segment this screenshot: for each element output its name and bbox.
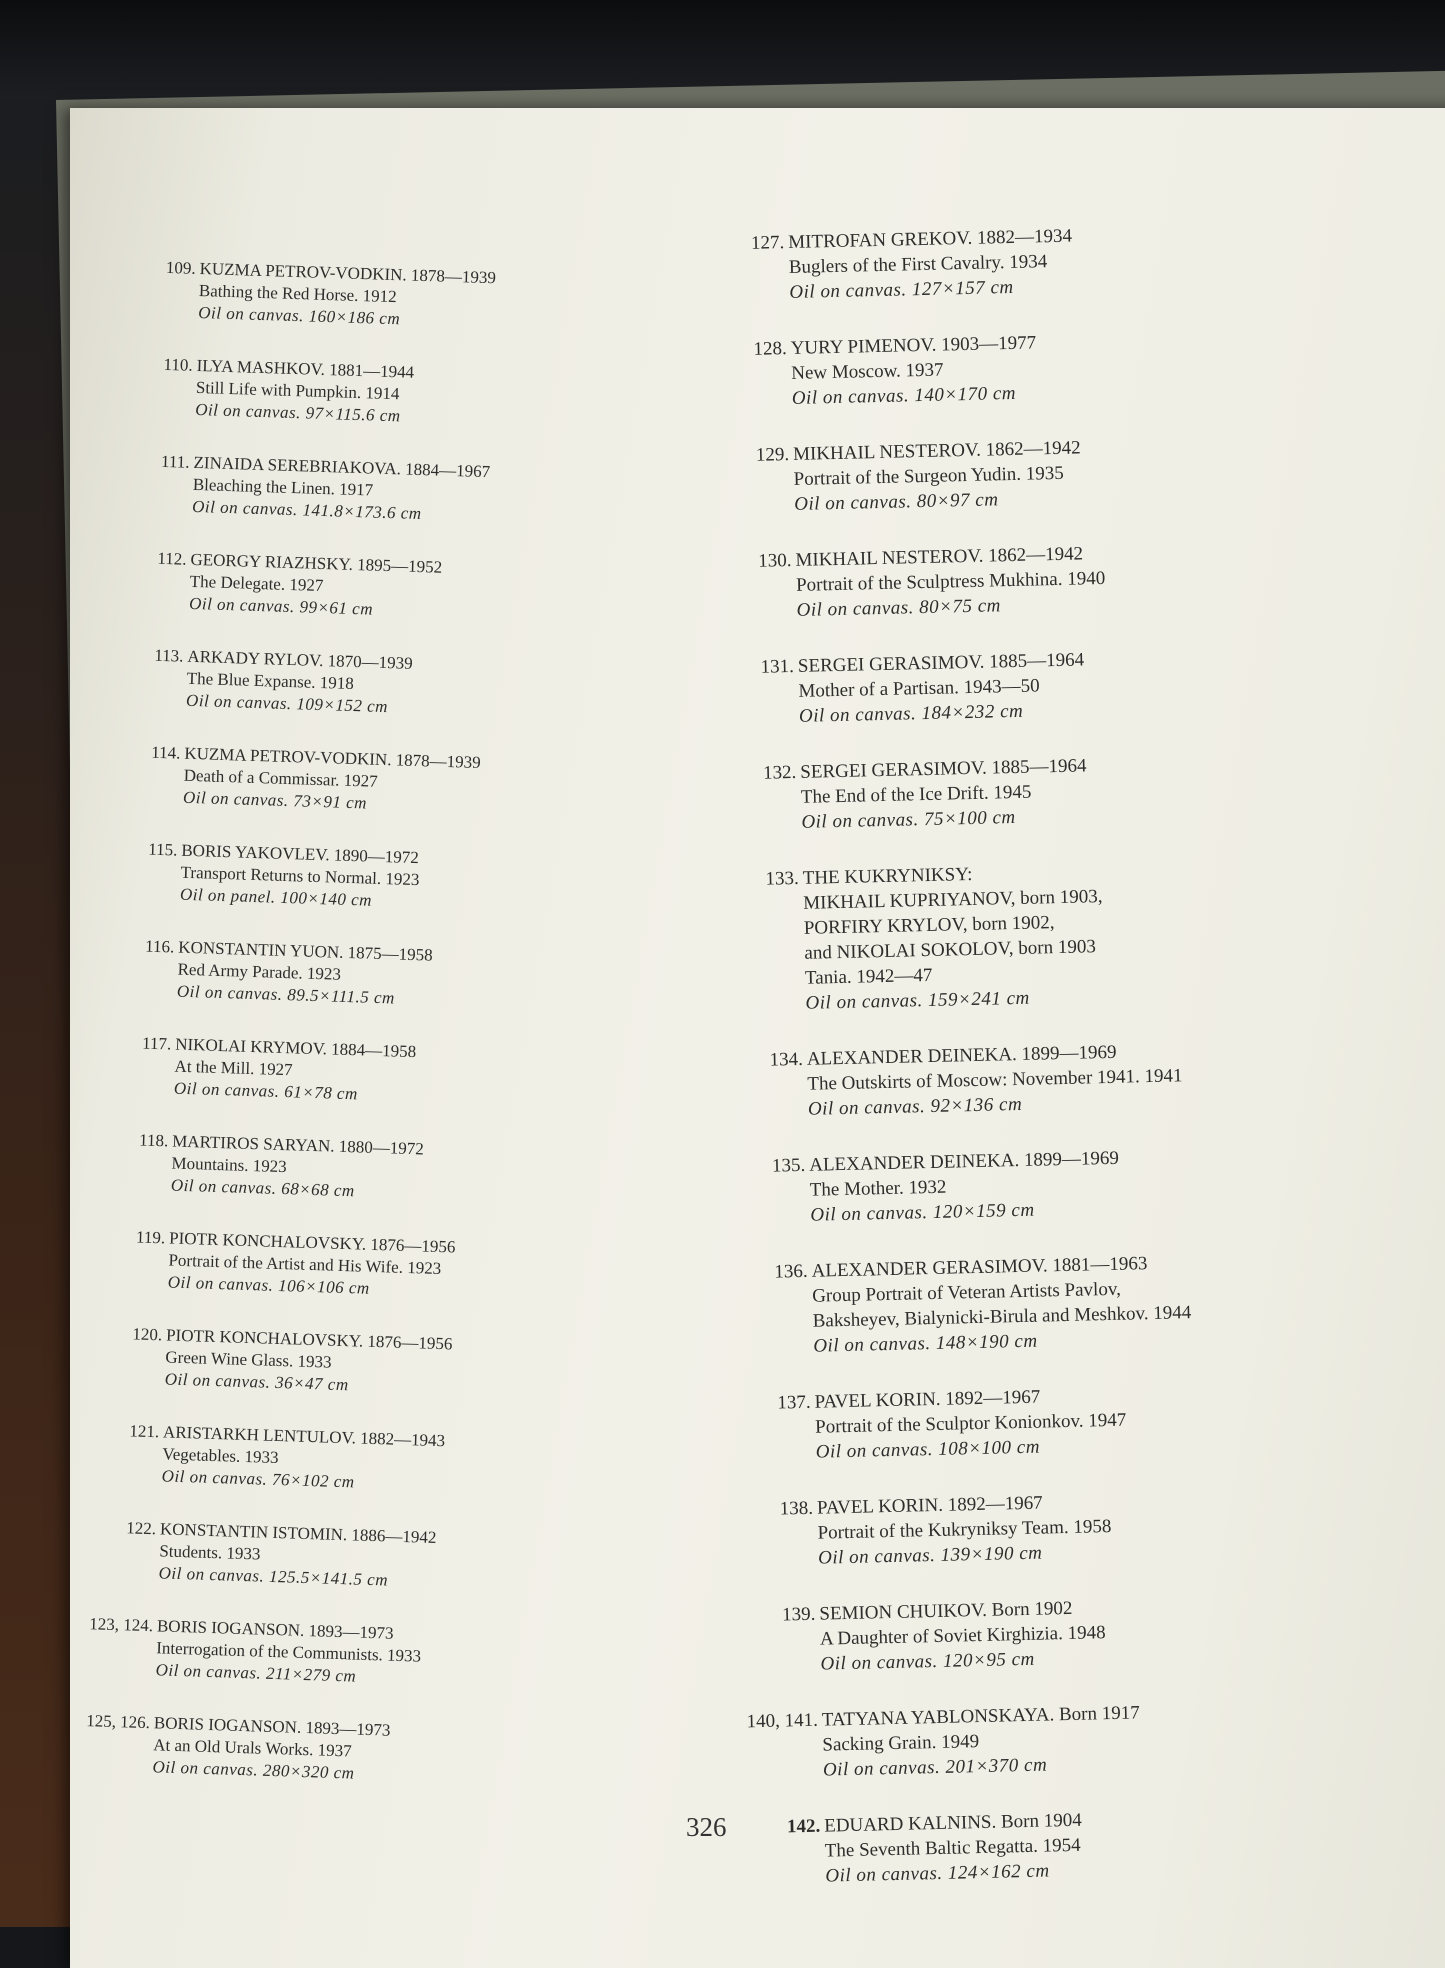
entry-title: Group Portrait of Veteran Artists Pavlov, Baksheyev, Bialynicki-Birula and Meshkov. 1944 xyxy=(811,1278,1192,1332)
entry-title: At the Mill. 1927 xyxy=(174,1056,293,1080)
entry-title: The Seventh Baltic Regatta. 1954 xyxy=(824,1834,1081,1862)
catalogue-entry xyxy=(762,747,1362,835)
catalogue-entry xyxy=(753,323,1352,411)
entry-title: The Blue Expanse. 1918 xyxy=(186,668,355,694)
entry-number: 131. xyxy=(760,655,795,678)
entry-medium: Oil on canvas. 80×75 cm xyxy=(796,595,1002,621)
catalogue-entry xyxy=(786,1801,1386,1889)
entry-medium: Oil on canvas. 280×320 cm xyxy=(152,1757,355,1783)
entry-medium: Oil on canvas. 106×106 cm xyxy=(167,1272,371,1298)
entry-artist: KONSTANTIN ISTOMIN. 1886—1942 xyxy=(159,1519,437,1548)
entry-artist: MIKHAIL NESTEROV. 1862—1942 xyxy=(795,543,1084,571)
entry-number: 132. xyxy=(762,761,797,784)
entry-medium: Oil on canvas. 211×279 cm xyxy=(155,1660,357,1686)
entry-medium: Oil on canvas. 99×61 cm xyxy=(188,593,374,619)
catalogue-entry xyxy=(774,1246,1373,1359)
entry-medium: Oil on canvas. 201×370 cm xyxy=(822,1754,1048,1781)
catalogue-entry xyxy=(85,1711,714,1796)
entry-medium: Oil on canvas. 68×68 cm xyxy=(170,1175,356,1201)
entry-title: Portrait of the Sculptress Mukhina. 1940 xyxy=(795,567,1106,596)
entry-number: 111. xyxy=(160,451,190,472)
entry-title: Mountains. 1923 xyxy=(171,1153,288,1177)
entry-medium: Oil on canvas. 75×100 cm xyxy=(801,806,1016,833)
entry-medium: Oil on canvas. 127×157 cm xyxy=(789,276,1014,303)
entry-artist: TATYANA YABLONSKAYA. Born 1917 xyxy=(821,1702,1140,1731)
entry-medium: Oil on canvas. 109×152 cm xyxy=(185,690,389,717)
entry-artist: MIKHAIL NESTEROV. 1862—1942 xyxy=(792,437,1081,465)
entry-medium: Oil on canvas. 141.8×173.6 cm xyxy=(191,496,422,524)
entry-title: The Outskirts of Moscow: November 1941. 1941 xyxy=(807,1065,1183,1095)
entry-artist: PAVEL KORIN. 1892—1967 xyxy=(814,1386,1041,1413)
entry-number: 129. xyxy=(755,444,790,466)
catalogue-entry xyxy=(769,1034,1369,1122)
entry-artist: KUZMA PETROV-VODKIN. 1878—1939 xyxy=(184,743,481,773)
catalogue-entry xyxy=(129,1421,723,1505)
entry-title: A Daughter of Soviet Kirghizia. 1948 xyxy=(819,1622,1106,1650)
catalogue-entry xyxy=(758,535,1357,623)
catalogue-entry xyxy=(147,839,742,924)
entry-medium: Oil on canvas. 61×78 cm xyxy=(173,1078,359,1104)
entry-artist: MARTIROS SARYAN. 1880—1972 xyxy=(171,1131,425,1159)
catalogue-entry xyxy=(141,1033,736,1118)
entry-medium: Oil on canvas. 36×47 cm xyxy=(164,1369,349,1395)
entry-medium: Oil on canvas. 108×100 cm xyxy=(815,1436,1041,1463)
entry-title: Portrait of the Artist and His Wife. 1923 xyxy=(168,1250,442,1279)
catalogue-entry xyxy=(750,217,1350,305)
catalogue-entry xyxy=(760,641,1360,729)
entry-medium: Oil on canvas. 120×95 cm xyxy=(820,1648,1035,1675)
entry-number: 119. xyxy=(135,1227,166,1248)
entry-number: 112. xyxy=(157,548,187,569)
entry-number: 127. xyxy=(750,232,785,254)
entry-artist: KUZMA PETROV-VODKIN. 1878—1939 xyxy=(199,258,497,288)
entry-medium: Oil on canvas. 120×159 cm xyxy=(810,1199,1035,1226)
entry-title: The End of the Ice Drift. 1945 xyxy=(800,781,1032,808)
entry-artist: SERGEI GERASIMOV. 1885—1964 xyxy=(800,755,1087,783)
entry-number: 120. xyxy=(132,1324,163,1345)
entry-artist: PIOTR KONCHALOVSKY. 1876—1956 xyxy=(168,1228,456,1257)
catalogue-entry xyxy=(138,1130,733,1215)
entry-title: The Delegate. 1927 xyxy=(189,571,324,596)
catalogue-entry xyxy=(771,1140,1371,1228)
entry-artist: YURY PIMENOV. 1903—1977 xyxy=(790,332,1037,359)
entry-title: The Mother. 1932 xyxy=(809,1176,947,1201)
entry-number: 115. xyxy=(147,839,178,860)
catalogue-entry xyxy=(88,1614,717,1699)
entry-title: Death of a Commissar. 1927 xyxy=(183,765,379,791)
entry-number: 130. xyxy=(758,550,792,572)
catalogue-entry xyxy=(163,354,757,439)
entry-number: 142. xyxy=(786,1815,821,1838)
entry-artist: ALEXANDER DEINEKA. 1899—1969 xyxy=(808,1147,1120,1176)
entry-title: Vegetables. 1933 xyxy=(162,1444,279,1468)
entry-number: 133. xyxy=(765,867,799,890)
catalogue-entry xyxy=(755,429,1355,517)
entry-artist: NIKOLAI KRYMOV. 1884—1958 xyxy=(174,1034,417,1062)
entry-artist: ARISTARKH LENTULOV. 1882—1943 xyxy=(162,1422,446,1451)
entry-title: Bleaching the Linen. 1917 xyxy=(192,474,374,500)
entry-number: 117. xyxy=(141,1033,172,1054)
entry-medium: Oil on canvas. 148×190 cm xyxy=(813,1330,1038,1357)
entry-title: Portrait of the Kukryniksy Team. 1958 xyxy=(817,1516,1112,1544)
entry-medium: Oil on canvas. 73×91 cm xyxy=(182,787,368,813)
entry-medium: Oil on panel. 100×140 cm xyxy=(179,884,373,910)
entry-artist: KONSTANTIN YUON. 1875—1958 xyxy=(178,937,433,965)
entry-artist: SERGEI GERASIMOV. 1885—1964 xyxy=(797,649,1085,677)
entry-artist: PAVEL KORIN. 1892—1967 xyxy=(816,1492,1043,1519)
entry-medium: Oil on canvas. 89.5×111.5 cm xyxy=(176,981,396,1008)
entry-medium: Oil on canvas. 76×102 cm xyxy=(161,1466,355,1492)
left-column xyxy=(85,257,759,1827)
entry-title: Transport Returns to Normal. 1923 xyxy=(180,862,420,890)
entry-medium: Oil on canvas. 140×170 cm xyxy=(791,382,1017,409)
entry-number: 122. xyxy=(126,1518,157,1539)
entry-number: 136. xyxy=(774,1260,808,1283)
right-column xyxy=(746,217,1386,1919)
entry-number: 125, 126. xyxy=(85,1711,151,1733)
entry-number: 139. xyxy=(781,1603,816,1626)
entry-title: Green Wine Glass. 1933 xyxy=(165,1347,332,1372)
entry-title: Still Life with Pumpkin. 1914 xyxy=(195,377,400,404)
entry-number: 113. xyxy=(154,645,184,666)
entry-title: Interrogation of the Communists. 1933 xyxy=(156,1638,422,1666)
entry-title: Portrait of the Sculptor Konionkov. 1947 xyxy=(814,1409,1127,1438)
entry-number: 140, 141. xyxy=(746,1709,819,1733)
catalogue-entry xyxy=(746,1695,1384,1783)
catalogue-entry xyxy=(151,742,745,827)
entry-title: At an Old Urals Works. 1937 xyxy=(152,1735,353,1761)
entry-medium: Oil on canvas. 80×97 cm xyxy=(793,489,999,515)
entry-artist: ALEXANDER DEINEKA. 1899—1969 xyxy=(806,1041,1117,1070)
entry-title: Tania. 1942—47 xyxy=(804,964,933,989)
entry-number: 128. xyxy=(753,338,787,360)
page-number: 326 xyxy=(686,1812,727,1842)
catalogue-entry xyxy=(132,1324,726,1408)
entry-title: Bathing the Red Horse. 1912 xyxy=(198,280,398,307)
entry-medium: Oil on canvas. 92×136 cm xyxy=(807,1093,1023,1120)
entry-title: Mother of a Partisan. 1943—50 xyxy=(798,675,1040,702)
entry-number: 110. xyxy=(163,354,193,375)
entry-artist: EDUARD KALNINS. Born 1904 xyxy=(823,1809,1082,1837)
entry-number: 123, 124. xyxy=(88,1614,154,1636)
entry-artist: BORIS IOGANSON. 1893—1973 xyxy=(156,1616,394,1643)
entry-number: 137. xyxy=(777,1391,811,1414)
entry-artist: THE KUKRYNIKSY: MIKHAIL KUPRIYANOV, born 1903, PORFIRY KRYLOV, born 1902, and NIKOLAI SOKOLOV, born 1903 xyxy=(802,863,1103,964)
catalogue-entry xyxy=(157,548,751,633)
entry-title: Students. 1933 xyxy=(159,1541,261,1564)
entry-medium: Oil on canvas. 184×232 cm xyxy=(798,700,1024,727)
catalogue-entry xyxy=(135,1227,729,1312)
entry-artist: PIOTR KONCHALOVSKY. 1876—1956 xyxy=(165,1325,453,1354)
catalogue-entry xyxy=(781,1589,1381,1677)
entry-artist: MITROFAN GREKOV. 1882—1934 xyxy=(788,225,1073,253)
entry-title: Buglers of the First Cavalry. 1934 xyxy=(788,251,1048,278)
entry-artist: ARKADY RYLOV. 1870—1939 xyxy=(187,646,413,673)
catalogue-entry xyxy=(126,1518,720,1602)
catalogue-entry xyxy=(160,451,754,536)
entry-title: Sacking Grain. 1949 xyxy=(822,1731,980,1756)
entry-number: 118. xyxy=(138,1130,169,1151)
entry-artist: ZINAIDA SEREBRIAKOVA. 1884—1967 xyxy=(193,452,491,482)
catalogue-entry xyxy=(154,645,748,730)
catalogue-entry xyxy=(765,853,1365,1016)
entry-number: 134. xyxy=(769,1048,804,1071)
entry-artist: BORIS IOGANSON. 1893—1973 xyxy=(153,1713,391,1740)
entry-title: Red Army Parade. 1923 xyxy=(177,959,342,984)
entry-number: 109. xyxy=(165,257,196,278)
entry-number: 138. xyxy=(779,1497,814,1520)
entry-medium: Oil on canvas. 159×241 cm xyxy=(805,987,1030,1014)
entry-medium: Oil on canvas. 139×190 cm xyxy=(817,1542,1043,1569)
entry-title: New Moscow. 1937 xyxy=(791,359,944,384)
catalogue-entry xyxy=(777,1377,1376,1465)
entry-artist: ALEXANDER GERASIMOV. 1881—1963 xyxy=(811,1253,1148,1282)
entry-number: 121. xyxy=(129,1421,160,1442)
catalogue-entry xyxy=(144,936,739,1021)
entry-medium: Oil on canvas. 125.5×141.5 cm xyxy=(158,1563,389,1590)
catalogue-entry xyxy=(779,1483,1379,1571)
entry-number: 114. xyxy=(151,742,181,763)
entry-medium: Oil on canvas. 160×186 cm xyxy=(197,302,401,329)
entry-artist: GEORGY RIAZHSKY. 1895—1952 xyxy=(190,549,443,577)
entry-medium: Oil on canvas. 97×115.6 cm xyxy=(194,399,401,426)
entry-artist: BORIS YAKOVLEV. 1890—1972 xyxy=(181,840,420,868)
entry-title: Portrait of the Surgeon Yudin. 1935 xyxy=(793,462,1065,490)
entry-artist: SEMION CHUIKOV. Born 1902 xyxy=(819,1597,1073,1625)
entry-medium: Oil on canvas. 124×162 cm xyxy=(825,1860,1050,1887)
entry-artist: ILYA MASHKOV. 1881—1944 xyxy=(196,355,415,382)
entry-number: 116. xyxy=(144,936,175,957)
entry-number: 135. xyxy=(771,1154,806,1177)
